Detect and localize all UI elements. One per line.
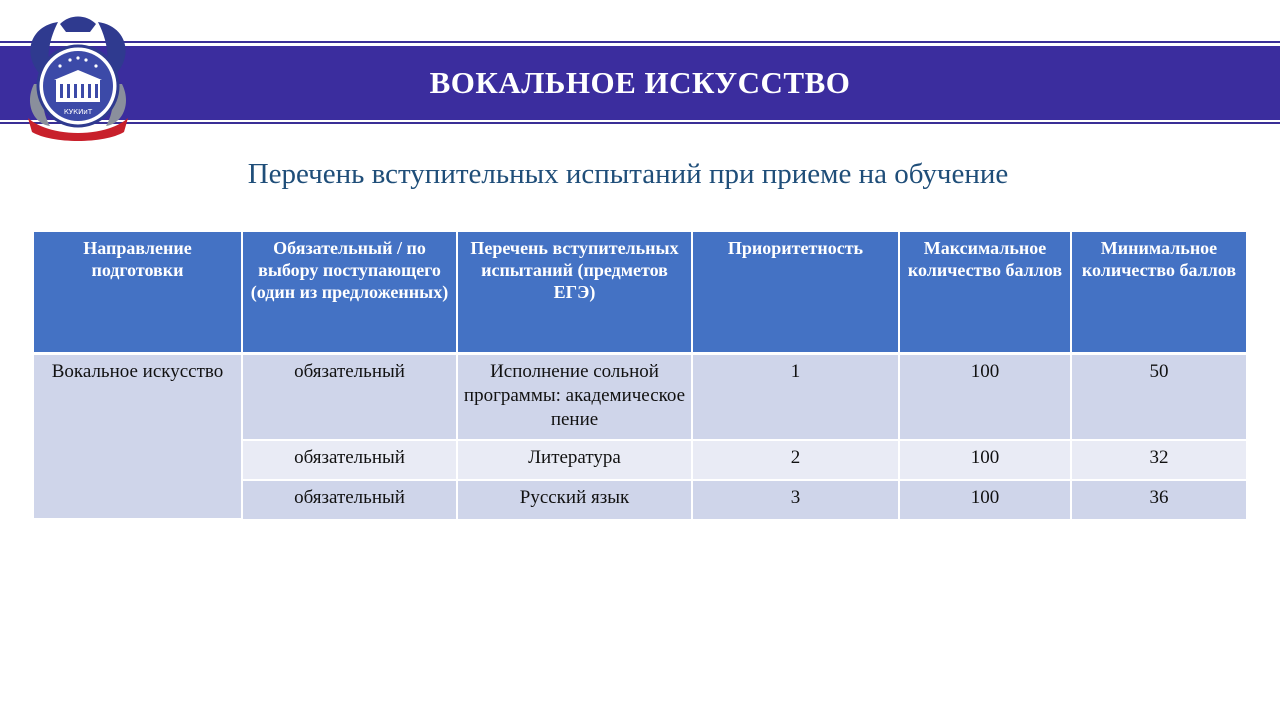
exam-cell: Литература (457, 440, 692, 480)
min-score-cell: 36 (1071, 480, 1246, 519)
entrance-exams-table (34, 232, 1246, 520)
min-score-cell: 32 (1071, 440, 1246, 480)
exam-cell: Русский язык (457, 480, 692, 519)
university-emblem (20, 14, 136, 142)
min-score-cell: 50 (1071, 354, 1246, 441)
header-priority: Приоритетность (692, 232, 899, 354)
direction-cell: Вокальное искусство (34, 354, 242, 520)
banner-top-line (0, 41, 1280, 43)
header-exam-list: Перечень вступительных испытаний (предметов ЕГЭ) (457, 232, 692, 354)
svg-text:КУКИиТ: КУКИиТ (63, 108, 93, 116)
priority-cell: 2 (692, 440, 899, 480)
priority-cell: 1 (692, 354, 899, 441)
exam-cell: Исполнение сольной программы: академическое пение (457, 354, 692, 441)
table-row (34, 354, 1246, 441)
header-min-score: Минимальное количество баллов (1071, 232, 1246, 354)
type-cell: обязательный (242, 480, 457, 519)
table-header-row (34, 232, 1246, 354)
header-direction: Направление подготовки (34, 232, 242, 354)
type-cell: обязательный (242, 354, 457, 441)
page-title: ВОКАЛЬНОЕ ИСКУССТВО (429, 65, 851, 100)
header-max-score: Максимальное количество баллов (899, 232, 1071, 354)
max-score-cell: 100 (899, 354, 1071, 441)
priority-cell: 3 (692, 480, 899, 519)
type-cell: обязательный (242, 440, 457, 480)
header-mandatory: Обязательный / по выбору поступающего (один из предложенных) (242, 232, 457, 354)
banner-bottom-line (0, 122, 1280, 124)
slide-subtitle: Перечень вступительных испытаний при приеме на обучение (247, 158, 1009, 190)
max-score-cell: 100 (899, 440, 1071, 480)
max-score-cell: 100 (899, 480, 1071, 519)
